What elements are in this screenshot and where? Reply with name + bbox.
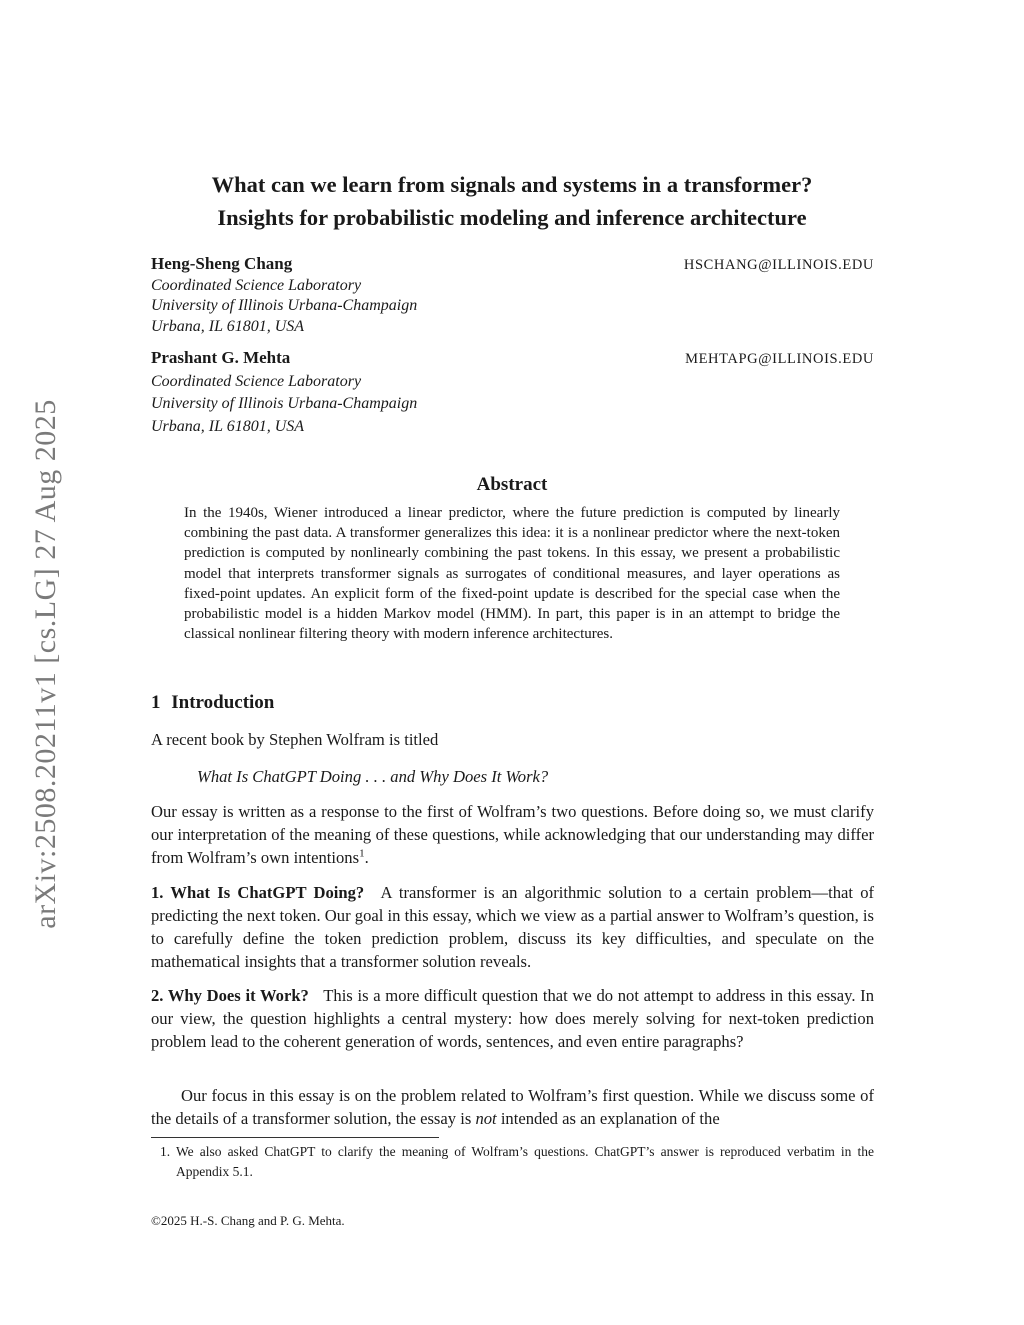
paper-title-line-2: Insights for probabilistic modeling and inference architecture [217, 205, 807, 230]
abstract-text: In the 1940s, Wiener introduced a linear predictor, where the future prediction is computed by linearly combining the past data. A transformer generalizes this idea: it is a nonlinear predictor where the next-token prediction is computed by nonlinearly combining the past tokens. In this essay, we present a probabilistic model that interprets transformer signals as surrogates of conditional measures, and layer operations as fixed-point updates. An explicit form of the fixed-point update is described for the special case when the probabilistic model is a hidden Markov model (HMM). In part, this paper is in an attempt to bridge the classical nonlinear filtering theory with modern inference architectures. [184, 505, 840, 643]
focus-text-after: intended as an explanation of the [500, 1109, 720, 1128]
footnote-text: We also asked ChatGPT to clarify the meaning of Wolfram’s questions. ChatGPT’s answer is reproduced verbatim in the Appendix 5.1. [176, 1144, 874, 1179]
author-affiliation-line: Urbana, IL 61801, USA [151, 317, 305, 335]
author-block-2 [151, 347, 874, 438]
focus-paragraph [151, 1084, 874, 1130]
author-name: Prashant G. Mehta [151, 348, 291, 367]
essay-paragraph-end: . [364, 848, 369, 867]
author-affiliation-line: Coordinated Science Laboratory [151, 276, 362, 294]
question-2-lead: 2. Why Does it Work? [151, 986, 309, 1005]
author-email[interactable]: MEHTAPG@ILLINOIS.EDU [685, 351, 874, 367]
focus-text-before: Our focus in this essay is on the problem related to Wolfram’s first question. While we discuss some of the details of a transformer solution, the essay is [151, 1086, 874, 1128]
essay-paragraph [151, 800, 874, 869]
paper-title-line-1: What can we learn from signals and systems in a transformer? [211, 172, 813, 197]
arxiv-identifier-stamp [22, 368, 70, 960]
focus-emphasis: not [475, 1109, 497, 1128]
section-heading [151, 692, 274, 714]
copyright-notice: ©2025 H.-S. Chang and P. G. Mehta. [151, 1213, 345, 1228]
question-2-text: This is a more difficult question that we do not attempt to address in this essay. In our view, the question highlights a central mystery: how does merely solving for next-token prediction problem lead to the coherent generation of words, sentences, and even entire paragraphs? [151, 986, 874, 1051]
author-name: Heng-Sheng Chang [151, 254, 293, 273]
footnote-divider [151, 1137, 439, 1138]
author-block-1 [151, 254, 874, 337]
question-1-lead: 1. What Is ChatGPT Doing? [151, 883, 365, 902]
essay-paragraph-text: Our essay is written as a response to the first of Wolfram’s two questions. Before doing so, we must clarify our interpretation of the meaning of these questions, while acknowledging that our understanding may differ from Wolfram’s own intentions [151, 802, 874, 867]
author-email[interactable]: HSCHANG@ILLINOIS.EDU [683, 257, 874, 273]
paper-title [150, 168, 874, 234]
question-1-paragraph [151, 881, 874, 973]
question-2-paragraph [151, 984, 874, 1053]
question-1-text: A transformer is an algorithmic solution to a certain problem—that of predicting the next token. Our goal in this essay, which we view as a partial answer to Wolfram’s question, is to carefully define the token prediction problem, discuss its key difficulties, and speculate on the mathematical insights that a transformer solution reveals. [151, 883, 875, 971]
section-number: 1 [151, 692, 161, 713]
intro-paragraph: A recent book by Stephen Wolfram is titled [151, 730, 439, 749]
book-title-quote: What Is ChatGPT Doing . . . and Why Does It Work? [197, 767, 549, 786]
author-affiliation-line: Coordinated Science Laboratory [151, 372, 362, 390]
footnote-mark: 1. [160, 1144, 171, 1159]
arxiv-identifier-text: arXiv:2508.20211v1 [cs.LG] 27 Aug 2025 [29, 399, 62, 929]
footnote [160, 1142, 874, 1181]
author-affiliation-line: University of Illinois Urbana-Champaign [151, 297, 418, 314]
abstract-heading: Abstract [476, 474, 548, 495]
section-title: Introduction [171, 692, 275, 713]
author-affiliation-line: Urbana, IL 61801, USA [151, 417, 305, 435]
footnote-reference[interactable]: 1 [359, 847, 365, 860]
author-affiliation-line: University of Illinois Urbana-Champaign [151, 395, 418, 412]
